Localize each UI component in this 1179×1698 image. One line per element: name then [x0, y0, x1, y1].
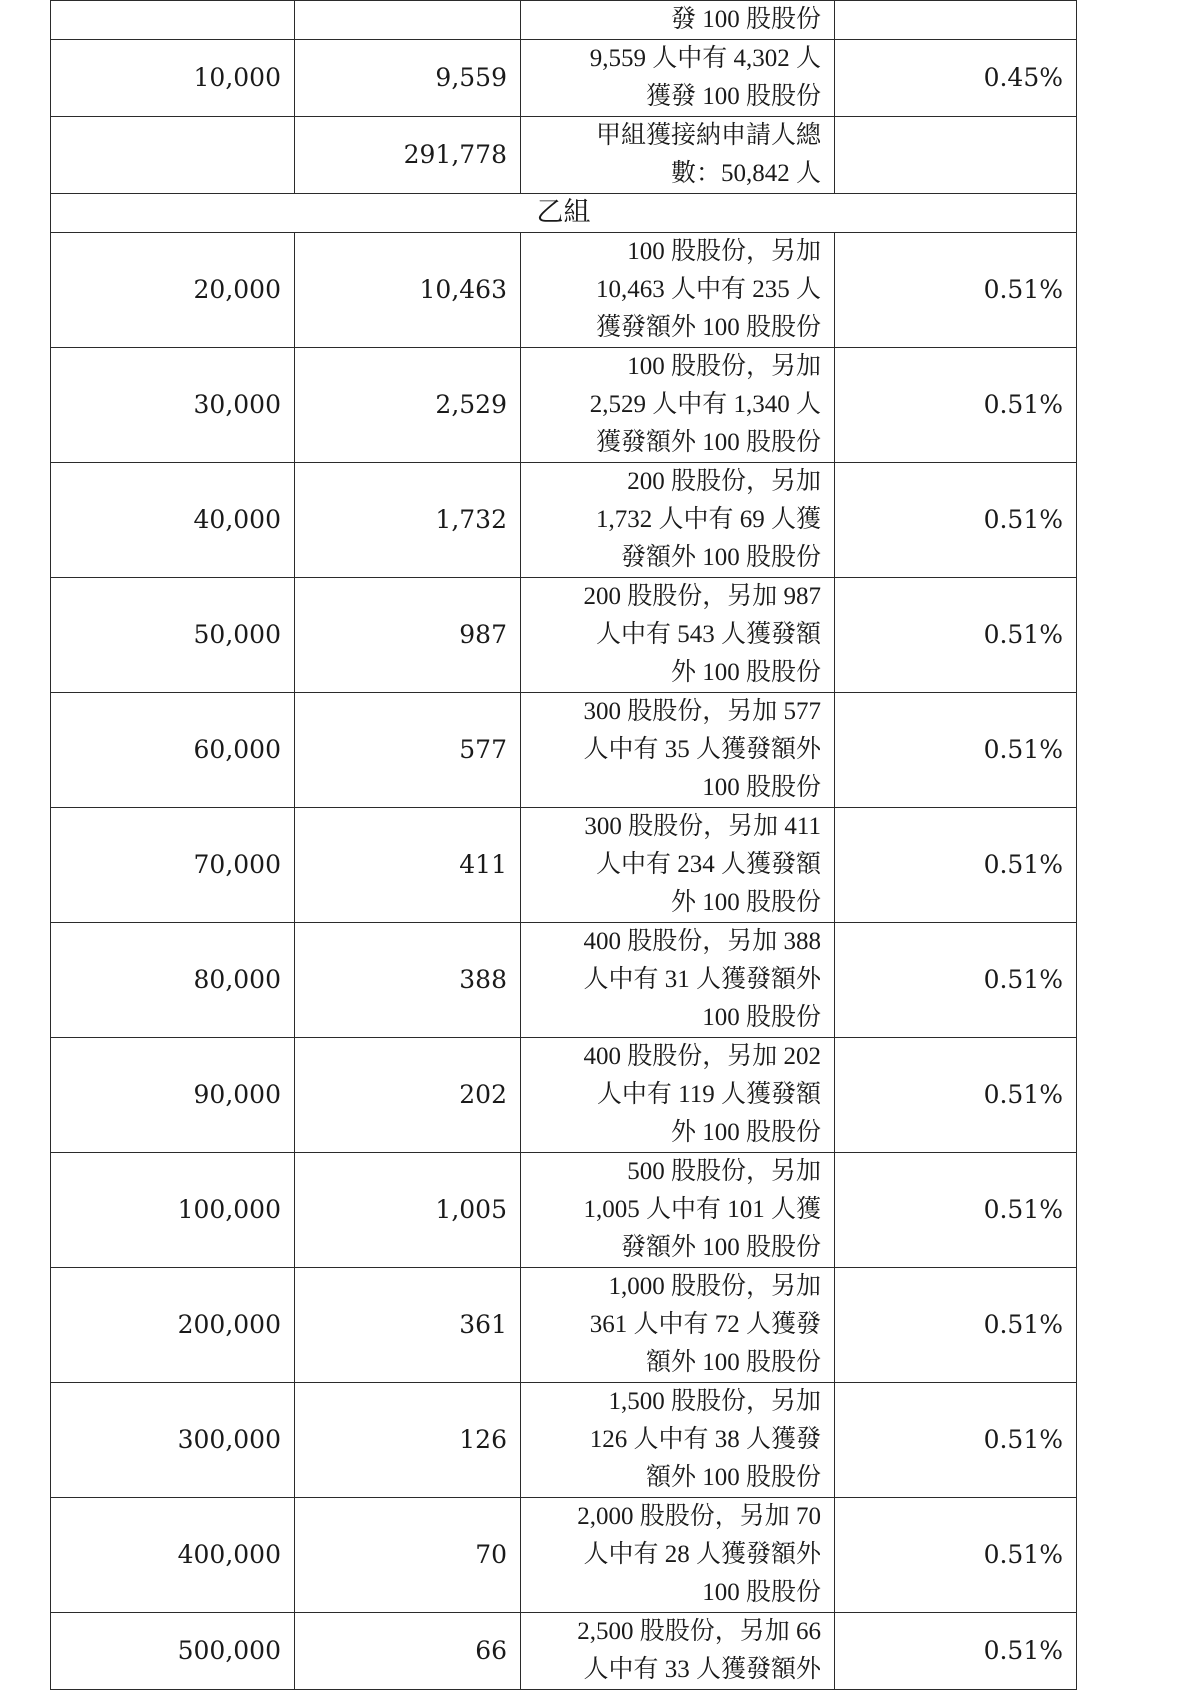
- basis-line: 人中有 28 人獲發額外: [583, 1541, 821, 1568]
- table-row: [51, 233, 1077, 348]
- table-row: [51, 1498, 1077, 1613]
- percentage-cell: 0.51%: [835, 233, 1077, 348]
- table-row: [51, 808, 1077, 923]
- basis-of-allotment-cell: [521, 1613, 835, 1690]
- basis-line: 人中有 543 人獲發額: [595, 621, 821, 648]
- table-row: [51, 1383, 1077, 1498]
- basis-line: 200 股股份，另加 987: [583, 583, 821, 610]
- shares-applied-cell: 60,000: [51, 693, 295, 808]
- basis-line: 人中有 33 人獲發額外: [583, 1656, 821, 1683]
- basis-line: 人中有 119 人獲發額: [596, 1081, 821, 1108]
- basis-of-allotment-cell: [521, 40, 835, 117]
- shares-applied-cell: 70,000: [51, 808, 295, 923]
- basis-line: 外 100 股股份: [670, 889, 821, 916]
- group-a-total-row: [51, 117, 1077, 194]
- basis-line: 1,500 股股份，另加: [608, 1388, 821, 1415]
- valid-applications-cell: 388: [295, 923, 521, 1038]
- valid-applications-cell: 361: [295, 1268, 521, 1383]
- valid-applications-cell: 411: [295, 808, 521, 923]
- basis-line: 甲組獲接納申請人總: [595, 122, 821, 149]
- basis-of-allotment-cell: [521, 1498, 835, 1613]
- basis-line: 獲發 100 股股份: [645, 83, 821, 110]
- basis-line: 100 股股份，另加: [627, 353, 821, 380]
- basis-of-allotment-cell: [521, 578, 835, 693]
- basis-line: 發額外 100 股股份: [620, 544, 821, 571]
- basis-line: 額外 100 股股份: [645, 1464, 821, 1491]
- basis-of-allotment-cell: [521, 808, 835, 923]
- basis-of-allotment-cell: [521, 1383, 835, 1498]
- basis-line: 發額外 100 股股份: [620, 1234, 821, 1261]
- basis-line: 1,732 人中有 69 人獲: [595, 506, 821, 533]
- valid-applications-cell: [295, 1, 521, 40]
- valid-applications-cell: 2,529: [295, 348, 521, 463]
- table-row: [51, 578, 1077, 693]
- valid-applications-cell: 1,005: [295, 1153, 521, 1268]
- basis-line: 數：50,842 人: [670, 160, 821, 187]
- table-body: [51, 1, 1077, 1690]
- basis-line: 2,000 股股份，另加 70: [577, 1503, 821, 1530]
- basis-of-allotment-cell: [521, 117, 835, 194]
- valid-applications-cell: 9,559: [295, 40, 521, 117]
- table-row: [51, 693, 1077, 808]
- basis-line: 500 股股份，另加: [627, 1158, 821, 1185]
- shares-applied-cell: 300,000: [51, 1383, 295, 1498]
- basis-line: 獲發額外 100 股股份: [595, 429, 821, 456]
- percentage-cell: 0.51%: [835, 1498, 1077, 1613]
- percentage-cell: 0.51%: [835, 1613, 1077, 1690]
- percentage-cell: 0.51%: [835, 923, 1077, 1038]
- basis-of-allotment-cell: [521, 348, 835, 463]
- percentage-cell: 0.51%: [835, 1153, 1077, 1268]
- shares-applied-cell: 100,000: [51, 1153, 295, 1268]
- percentage-cell: 0.51%: [835, 1383, 1077, 1498]
- table-row: [51, 1268, 1077, 1383]
- basis-line: 1,000 股股份，另加: [608, 1273, 821, 1300]
- percentage-cell: 0.51%: [835, 808, 1077, 923]
- basis-line: 發 100 股股份: [670, 6, 821, 33]
- table-row: [51, 348, 1077, 463]
- shares-applied-cell: 200,000: [51, 1268, 295, 1383]
- percentage-cell: 0.45%: [835, 40, 1077, 117]
- shares-applied-cell: 90,000: [51, 1038, 295, 1153]
- basis-line: 400 股股份，另加 202: [583, 1043, 821, 1070]
- basis-line: 人中有 35 人獲發額外: [583, 736, 821, 763]
- percentage-cell: 0.51%: [835, 348, 1077, 463]
- shares-applied-cell: 10,000: [51, 40, 295, 117]
- valid-applications-cell: 577: [295, 693, 521, 808]
- table-row: [51, 1613, 1077, 1690]
- basis-line: 10,463 人中有 235 人: [595, 276, 821, 303]
- group-heading: 乙組: [51, 194, 1077, 233]
- percentage-cell: 0.51%: [835, 578, 1077, 693]
- basis-line: 100 股股份: [702, 1579, 821, 1606]
- percentage-cell: 0.51%: [835, 1038, 1077, 1153]
- shares-applied-cell: 80,000: [51, 923, 295, 1038]
- valid-applications-cell: 126: [295, 1383, 521, 1498]
- shares-applied-cell: [51, 117, 295, 194]
- basis-of-allotment-cell: [521, 1038, 835, 1153]
- shares-applied-cell: 500,000: [51, 1613, 295, 1690]
- percentage-cell: [835, 117, 1077, 194]
- table-row: [51, 1038, 1077, 1153]
- basis-of-allotment-cell: [521, 1153, 835, 1268]
- table-row: [51, 463, 1077, 578]
- basis-line: 100 股股份，另加: [627, 238, 821, 265]
- basis-line: 外 100 股股份: [670, 1119, 821, 1146]
- valid-applications-cell: 987: [295, 578, 521, 693]
- basis-line: 1,005 人中有 101 人獲: [583, 1196, 821, 1223]
- percentage-cell: [835, 1, 1077, 40]
- basis-of-allotment-cell: [521, 1, 835, 40]
- basis-line: 126 人中有 38 人獲發: [589, 1426, 821, 1453]
- basis-line: 200 股股份，另加: [627, 468, 821, 495]
- basis-line: 300 股股份，另加 577: [583, 698, 821, 725]
- basis-line: 人中有 234 人獲發額: [595, 851, 821, 878]
- shares-applied-cell: 40,000: [51, 463, 295, 578]
- group-b-heading-row: [51, 194, 1077, 233]
- basis-line: 300 股股份，另加 411: [584, 813, 821, 840]
- shares-applied-cell: [51, 1, 295, 40]
- basis-line: 2,500 股股份，另加 66: [577, 1618, 821, 1645]
- table-row: [51, 923, 1077, 1038]
- basis-line: 400 股股份，另加 388: [583, 928, 821, 955]
- basis-line: 人中有 31 人獲發額外: [583, 966, 821, 993]
- allotment-results-table: [50, 0, 1077, 1690]
- table-row: [51, 40, 1077, 117]
- basis-of-allotment-cell: [521, 923, 835, 1038]
- percentage-cell: 0.51%: [835, 693, 1077, 808]
- basis-line: 外 100 股股份: [670, 659, 821, 686]
- percentage-cell: 0.51%: [835, 1268, 1077, 1383]
- basis-line: 獲發額外 100 股股份: [595, 314, 821, 341]
- valid-applications-cell: 1,732: [295, 463, 521, 578]
- valid-applications-cell: 10,463: [295, 233, 521, 348]
- table-row: [51, 1153, 1077, 1268]
- basis-line: 額外 100 股股份: [645, 1349, 821, 1376]
- valid-applications-cell: 66: [295, 1613, 521, 1690]
- shares-applied-cell: 30,000: [51, 348, 295, 463]
- basis-line: 9,559 人中有 4,302 人: [589, 45, 821, 72]
- total-applications-cell: 291,778: [295, 117, 521, 194]
- basis-line: 100 股股份: [702, 1004, 821, 1031]
- shares-applied-cell: 50,000: [51, 578, 295, 693]
- basis-of-allotment-cell: [521, 693, 835, 808]
- shares-applied-cell: 20,000: [51, 233, 295, 348]
- basis-line: 361 人中有 72 人獲發: [589, 1311, 821, 1338]
- valid-applications-cell: 70: [295, 1498, 521, 1613]
- basis-of-allotment-cell: [521, 1268, 835, 1383]
- header-continuation-row: [51, 1, 1077, 40]
- basis-of-allotment-cell: [521, 463, 835, 578]
- basis-line: 100 股股份: [702, 774, 821, 801]
- basis-of-allotment-cell: [521, 233, 835, 348]
- percentage-cell: 0.51%: [835, 463, 1077, 578]
- basis-line: 2,529 人中有 1,340 人: [589, 391, 821, 418]
- shares-applied-cell: 400,000: [51, 1498, 295, 1613]
- valid-applications-cell: 202: [295, 1038, 521, 1153]
